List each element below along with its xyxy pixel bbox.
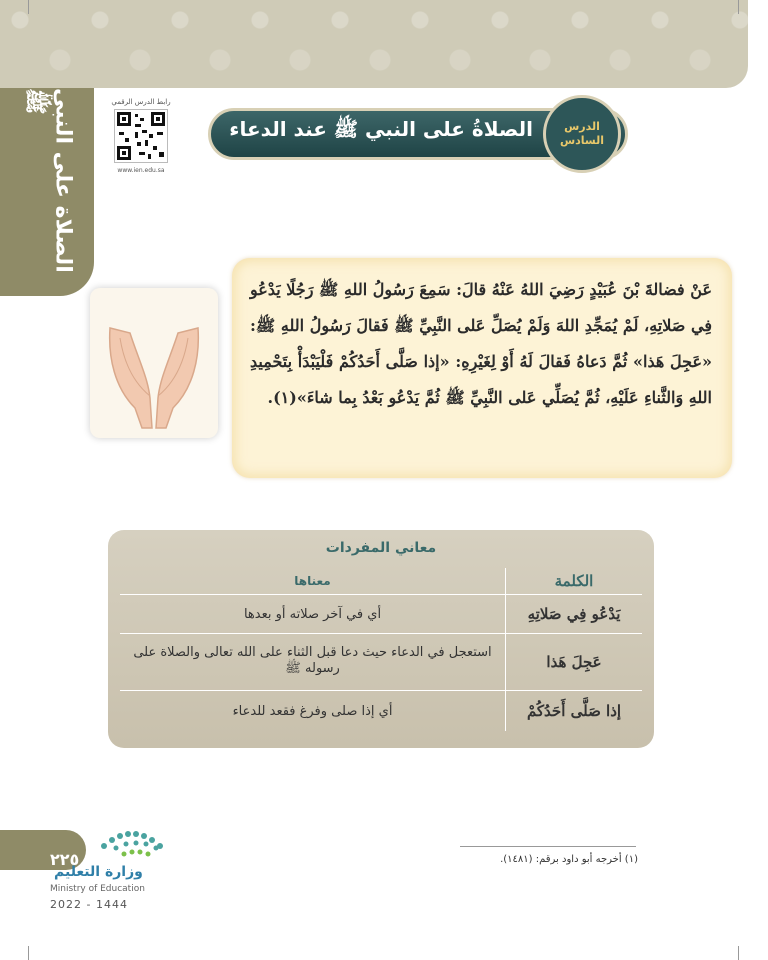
header-meaning: معناها: [120, 568, 506, 595]
page-number: ٢٢٥: [50, 850, 80, 869]
top-decorative-band: [0, 0, 748, 88]
ministry-name-ar: وزارة التعليم: [54, 864, 143, 880]
lesson-badge-line2: السادس: [559, 134, 605, 147]
crop-mark: [28, 946, 29, 960]
crop-mark: [738, 0, 739, 14]
edition-year: 2022 - 1444: [50, 898, 128, 911]
crop-mark: [28, 0, 29, 14]
vocab-word: إذا صَلَّى أَحَدُكُمْ: [506, 691, 643, 732]
hadith-box: [232, 258, 732, 478]
hadith-text: عَنْ فضالةَ بْنَ عُبَيْدٍ رَضِيَ اللهُ عَنْهُ قالَ: سَمِعَ رَسُولُ اللهِ ﷺ رَجُلًا يَدْعُو فِي صَلاتِهِ، لَمْ يُمَجِّدِ اللهَ وَلَمْ يُصَلِّ عَلى النَّبِيِّ ﷺ فَقالَ رَسُولُ اللهِ ﷺ: «عَجِلَ هَذا» ثُمَّ دَعاهُ فَقالَ لَهُ أَوْ لِغَيْرِهِ: «إذا صَلَّى أَحَدُكُمْ فَلْيَبْدَأْ بِتَحْمِيدِ اللهِ وَالثَّناءِ عَلَيْهِ، ثُمَّ يُصَلِّي عَلى النَّبِيِّ ﷺ ثُمَّ يَدْعُو بَعْدُ بِما شاءَ»(١).: [250, 280, 712, 407]
lesson-title-bar: [208, 108, 628, 160]
vocab-meaning: استعجل في الدعاء حيث دعا قبل الثناء على الله تعالى والصلاة على رسوله ﷺ: [120, 634, 506, 691]
vocab-meaning: أي إذا صلى وفرغ فقعد للدعاء: [120, 691, 506, 732]
header-word: الكلمة: [506, 568, 643, 595]
ministry-logo-icon: [96, 826, 180, 860]
footnote-divider: [460, 846, 636, 847]
ministry-name-en: Ministry of Education: [50, 884, 145, 894]
vocab-word: عَجِلَ هَذا: [506, 634, 643, 691]
table-row: [120, 634, 642, 691]
qr-code-block[interactable]: [100, 98, 182, 186]
vocab-meaning: أي في آخر صلاته أو بعدها: [120, 595, 506, 634]
crop-mark: [738, 946, 739, 960]
vocabulary-title: معاني المفردات: [325, 540, 437, 556]
lesson-badge-line1: الدرس: [564, 120, 600, 133]
qr-code-icon[interactable]: [114, 109, 168, 163]
praying-hands-icon: [90, 288, 218, 438]
qr-label: رابط الدرس الرقمي: [111, 98, 171, 106]
lesson-title: الصلاةُ على النبي ﷺ عند الدعاء: [229, 117, 533, 141]
lesson-number-badge: [543, 95, 621, 173]
side-chapter-title: الصلاة على النبي ﷺ: [22, 88, 76, 273]
vocabulary-panel: [108, 530, 654, 748]
vocab-word: يَدْعُو فِي صَلاتِهِ: [506, 595, 643, 634]
table-row: [120, 595, 642, 634]
footnote: (١) أخرجه أبو داود برقم: (١٤٨١).: [500, 854, 638, 865]
vocabulary-table: [120, 568, 642, 731]
praying-hands-image: [90, 288, 218, 438]
qr-url: www.ien.edu.sa: [117, 167, 165, 174]
table-row: [120, 691, 642, 732]
